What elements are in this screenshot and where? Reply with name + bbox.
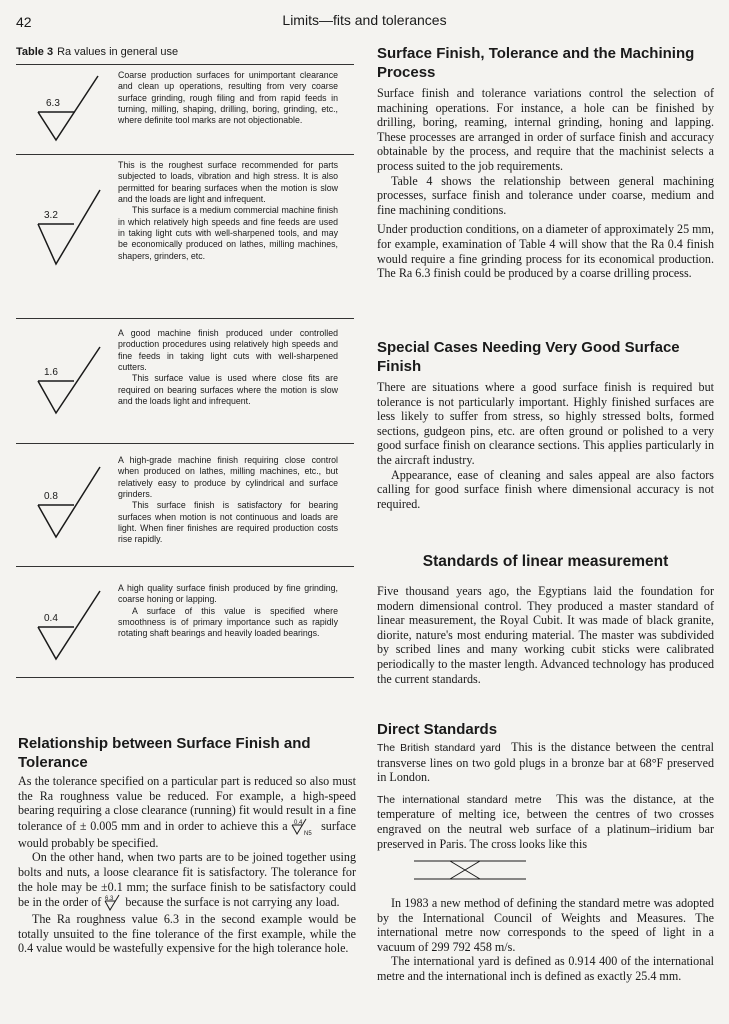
paragraph: In 1983 a new method of defining the standard metre was adopted by the International Council of Weights and Measures. The international metre now corresponds to the speed of light in a vacuum of 299 792 458 m/s. — [377, 896, 714, 954]
row-text: This surface finish is satisfactory for bearing surfaces when motion is not continuous and loads are light. When finer finishes are required production costs rise rapidly. — [118, 500, 338, 545]
runin-label: The international standard metre — [377, 793, 542, 806]
paragraph — [18, 850, 356, 912]
surface-finish-symbol-icon — [30, 343, 102, 419]
surface-finish-symbol-icon — [104, 894, 122, 912]
special-cases-heading: Special Cases Needing Very Good Surface Finish — [377, 339, 680, 375]
row-text: This surface value is used where close fits are required on bearing surfaces where the motion is slow and the loads light and infrequent. — [118, 373, 338, 407]
row-text: A good machine finish produced under controlled production procedures using relatively high speeds and fine feeds in taking light cuts with well-sharpened cutters. — [118, 328, 338, 373]
surface-finish-symbol-icon — [30, 587, 102, 663]
table-bottom-rule — [16, 677, 354, 678]
paragraph: Five thousand years ago, the Egyptians laid the foundation for modern dimensional control. They produced a master standard of linear measurement, the Royal Cubit. It was made of black granite, diorite, nature's most enduring material. The master was subdivided by scribed lines and many working cubit sticks were calibrated periodically to the master length. Advanced technology has produced the current standards. — [377, 584, 714, 686]
paragraph — [377, 792, 714, 851]
surface-finish-symbol-icon — [30, 72, 102, 152]
relationship-body — [18, 774, 356, 956]
row-text: A high-grade machine finish requiring close control when produced on lathes, milling machines, etc., but relatively easy to produce by cylindrical and surface grinders. — [118, 455, 338, 500]
ra-value: 0.4 — [44, 613, 58, 624]
row-text: This surface is a medium commercial machine finish in which relatively high speeds and fine feeds are used in taking light cuts with well-sharpened tools, and may be economically produced on lathes, milling machines, shapers, grinders, etc. — [118, 205, 338, 261]
standards-body — [377, 584, 714, 686]
special-cases-body — [377, 380, 714, 511]
metre-definition-body — [377, 896, 714, 984]
row-description — [118, 455, 338, 546]
direct-standards-body — [377, 740, 714, 851]
row-divider — [16, 318, 354, 319]
page-number: 42 — [16, 14, 32, 30]
direct-standards-heading: Direct Standards — [377, 721, 498, 738]
row-text: A surface of this value is specified where smoothness is of primary importance such as rapidly rotating shaft bearings and heavily loaded bearings. — [118, 605, 338, 639]
surface-finish-symbol-icon — [30, 186, 102, 274]
row-text: A high quality surface finish produced by fine grinding, coarse honing or lapping. — [118, 583, 338, 605]
paragraph — [18, 774, 356, 850]
surface-finish-symbol-icon — [291, 818, 317, 836]
row-description — [118, 583, 338, 640]
row-divider — [16, 566, 354, 567]
table-top-rule — [16, 64, 354, 65]
standards-heading: Standards of linear measurement — [422, 553, 669, 570]
ra-value: 6.3 — [46, 98, 60, 109]
row-text: This is the roughest surface recommended for parts subjected to loads, vibration and high stress. It is also permitted for bearing surfaces when the motion is slow and the loads are light and infrequent. — [118, 160, 338, 205]
machining-body — [377, 86, 714, 281]
ra-value: 1.6 — [44, 367, 58, 378]
text-run: This was the distance, at the temperature of melting ice, between the centres of two crosses engraved on the neutral web surface of a platinum–iridium bar preserved in Paris. The cross looks like this — [377, 791, 714, 851]
table-number: Table 3 — [16, 46, 54, 58]
paragraph: There are situations where a good surface finish is required but tolerance is not particularly important. Highly finished surfaces are less likely to suffer from stress, so highly stressed bolts, formed sections, gudgeon pins, etc. are often ground or polished to a very good surface finish on clearance sections. This applies particularly in the aircraft industry. — [377, 380, 714, 467]
ra-value: 6.3 — [105, 896, 114, 903]
row-description — [118, 328, 338, 407]
paragraph: Under production conditions, on a diameter of approximately 25 mm, for example, examination of Table 4 will show that the Ra 0.4 finish would require a fine grinding process for its economical production. The Ra 6.3 finish could be produced by a coarse drilling process. — [377, 222, 714, 281]
text-run: As the tolerance specified on a particular part is reduced so also must the Ra roughness value be reduced. For example, a high-speed bearing requiring a close clearance (running) fit would result in a fine tolerance of ± 0.005 mm and in order to achieve this a — [18, 774, 356, 833]
row-divider — [16, 443, 354, 444]
table-title — [16, 46, 178, 58]
runin-label: The British standard yard — [377, 742, 501, 754]
ra-value: 3.2 — [44, 210, 58, 221]
paragraph: The Ra roughness value 6.3 in the second example would be totally unsuited to the fine tolerance of the first example, while the 0.4 value would be wastefully expensive for the high tolerance hole. — [18, 912, 356, 956]
text-run: surface would probably be specified. — [18, 818, 356, 850]
paragraph — [377, 740, 714, 785]
text-run: On the other hand, when two parts are to be joined together using bolts and nuts, a loose clearance fit is satisfactory. The tolerance for the hole may be ±0.1 mm; the surface finish to be satisfactory could be in the order of — [18, 850, 356, 909]
row-description — [118, 70, 338, 127]
paragraph: Table 4 shows the relationship between general machining processes, surface finish and tolerance under coarse, medium and fine machining conditions. — [377, 173, 714, 217]
machining-heading: Surface Finish, Tolerance and the Machining Process — [377, 45, 695, 81]
paragraph: Appearance, ease of cleaning and sales appeal are also factors calling for good surface finish where dimensional accuracy is not required. — [377, 467, 714, 511]
relationship-heading: Relationship between Surface Finish and Tolerance — [18, 735, 311, 771]
running-head: Limits—fits and tolerances — [282, 12, 447, 28]
row-text: Coarse production surfaces for unimportant clearance and clean up operations, resulting from very coarse surface grinding, rough filing and from rapid feeds in turning, milling, shaping, drilling, boring, grinding, etc., where definite tool marks are not objectionable. — [118, 70, 338, 126]
text-run: This is the distance between the central transverse lines on two gold plugs in a bronze bar at 68°F preserved in London. — [377, 740, 714, 785]
row-description — [118, 160, 338, 262]
paragraph: Surface finish and tolerance variations control the selection of machining operations. For instance, a hole can be finished by drilling, boring, reaming, internal grinding, honing and lapping. These processes are arranged in order of surface finish and accuracy obtainable by the process, and require that the machinist selects a process suited to the job requirements. — [377, 86, 714, 173]
table-caption: Ra values in general use — [57, 46, 179, 58]
paragraph: The international yard is defined as 0.914 400 of the international metre and the international inch is defined as exactly 25.4 mm. — [377, 954, 714, 983]
metre-cross-mark-icon — [412, 858, 528, 882]
ra-value: 0.4 — [294, 819, 303, 826]
surface-finish-symbol-icon — [30, 463, 102, 545]
text-run: because the surface is not carrying any load. — [125, 894, 340, 909]
ra-grade: N5 — [304, 830, 313, 836]
ra-value: 0.8 — [44, 491, 58, 502]
row-divider — [16, 154, 354, 155]
